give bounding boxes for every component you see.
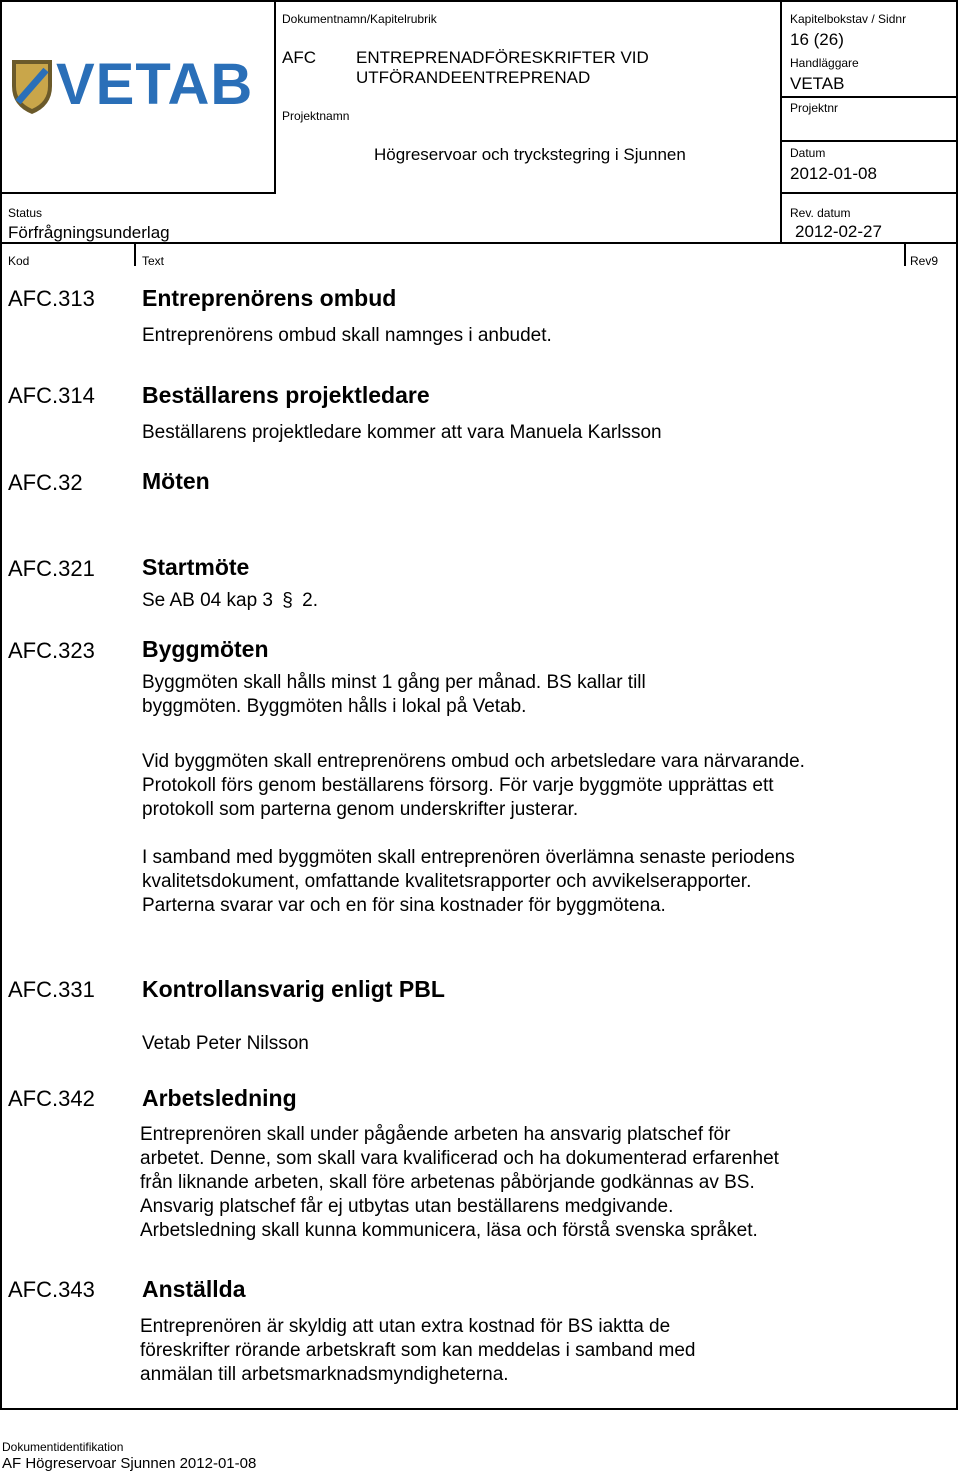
body-line: Parterna svarar var och en för sina kostnader för byggmötena. bbox=[142, 895, 666, 916]
company-logo bbox=[10, 52, 272, 118]
body-line: Beställarens projektledare kommer att vara Manuela Karlsson bbox=[142, 422, 662, 443]
section-code: AFC.321 bbox=[8, 556, 95, 581]
section-body bbox=[142, 750, 805, 822]
section-title: Arbetsledning bbox=[142, 1085, 297, 1111]
body-line: kvalitetsdokument, omfattande kvalitetsrapporter och avvikelserapporter. bbox=[142, 871, 752, 892]
rev-date-value: 2012-02-27 bbox=[795, 222, 882, 241]
section-body bbox=[142, 846, 795, 918]
section-title: Byggmöten bbox=[142, 636, 269, 662]
rev-date-label: Rev. datum bbox=[790, 206, 851, 220]
doc-title-line2: UTFÖRANDEENTREPRENAD bbox=[356, 68, 591, 87]
body-line: Entreprenörens ombud skall namnges i anbudet. bbox=[142, 325, 552, 346]
section-body bbox=[140, 1123, 779, 1243]
section-code: AFC.342 bbox=[8, 1086, 95, 1111]
doc-id-value: AF Högreservoar Sjunnen 2012-01-08 bbox=[2, 1455, 257, 1472]
body-line: från liknande arbeten, skall före arbetenas påbörjande godkännas av BS. bbox=[140, 1172, 755, 1193]
section-body bbox=[142, 671, 646, 719]
section-body bbox=[142, 1032, 309, 1056]
body-line: Byggmöten skall hålls minst 1 gång per månad. BS kallar till bbox=[142, 672, 646, 693]
section-body bbox=[142, 324, 552, 348]
body-line: byggmöten. Byggmöten hålls i lokal på Vetab. bbox=[142, 696, 527, 717]
doc-name-label: Dokumentnamn/Kapitelrubrik bbox=[282, 12, 437, 26]
doc-title-line1: ENTREPRENADFÖRESKRIFTER VID bbox=[356, 48, 649, 67]
project-no-label: Projektnr bbox=[790, 101, 839, 115]
body-line: protokoll som parterna genom underskrifter justerar. bbox=[142, 799, 579, 820]
body-line: Vid byggmöten skall entreprenörens ombud och arbetsledare vara närvarande. bbox=[142, 751, 805, 772]
section-code: AFC.323 bbox=[8, 638, 95, 663]
section-code: AFC.32 bbox=[8, 470, 83, 495]
section-code: AFC.313 bbox=[8, 286, 95, 311]
handler-value: VETAB bbox=[790, 74, 845, 93]
date-label: Datum bbox=[790, 146, 826, 160]
doc-id-label: Dokumentidentifikation bbox=[2, 1440, 124, 1454]
chapter-value: 16 (26) bbox=[790, 30, 844, 49]
status-value: Förfrågningsunderlag bbox=[8, 223, 170, 242]
status-label: Status bbox=[8, 206, 43, 220]
body-line: föreskrifter rörande arbetskraft som kan meddelas i samband med bbox=[140, 1340, 696, 1361]
project-name-value: Högreservoar och tryckstegring i Sjunnen bbox=[374, 145, 686, 164]
section-title: Kontrollansvarig enligt PBL bbox=[142, 976, 445, 1002]
section-body bbox=[142, 589, 318, 613]
body-line: Entreprenören är skyldig att utan extra kostnad för BS iaktta de bbox=[140, 1316, 671, 1337]
body-line: Ansvarig platschef får ej utbytas utan beställarens medgivande. bbox=[140, 1196, 674, 1217]
body-line: arbetet. Denne, som skall vara kvalificerad och ha dokumenterad erfarenhet bbox=[140, 1148, 779, 1169]
section-sign: § bbox=[282, 590, 293, 611]
body-line: Vetab Peter Nilsson bbox=[142, 1033, 309, 1054]
section-title: Anställda bbox=[142, 1276, 246, 1302]
date-value: 2012-01-08 bbox=[790, 164, 877, 183]
column-kod: Kod bbox=[8, 254, 30, 268]
section-title: Beställarens projektledare bbox=[142, 382, 430, 408]
body-line: I samband med byggmöten skall entreprenören överlämna senaste periodens bbox=[142, 847, 795, 868]
body-line: Se AB 04 kap 3 bbox=[142, 590, 273, 611]
body-line: anmälan till arbetsmarknadsmyndigheterna. bbox=[140, 1364, 509, 1385]
doc-code: AFC bbox=[282, 48, 316, 67]
project-name-label: Projektnamn bbox=[282, 109, 350, 123]
section-title: Entreprenörens ombud bbox=[142, 285, 397, 311]
column-rev: Rev9 bbox=[910, 254, 939, 268]
section-title: Startmöte bbox=[142, 554, 250, 580]
logo-wordmark: VETAB bbox=[56, 52, 254, 117]
section-code: AFC.314 bbox=[8, 383, 95, 408]
column-text: Text bbox=[142, 254, 165, 268]
section-body bbox=[142, 421, 662, 445]
handler-label: Handläggare bbox=[790, 56, 859, 70]
section-code: AFC.343 bbox=[8, 1277, 95, 1302]
section-body bbox=[140, 1315, 695, 1387]
body-line: 2. bbox=[302, 590, 318, 611]
chapter-label: Kapitelbokstav / Sidnr bbox=[790, 12, 907, 26]
body-line: Arbetsledning skall kunna kommunicera, läsa och förstå svenska språket. bbox=[140, 1220, 758, 1241]
body-line: Entreprenören skall under pågående arbeten ha ansvarig platschef för bbox=[140, 1124, 731, 1145]
body-line: Protokoll förs genom beställarens försorg. För varje byggmöte upprättas ett bbox=[142, 775, 774, 796]
section-title: Möten bbox=[142, 468, 210, 494]
section-code: AFC.331 bbox=[8, 977, 95, 1002]
